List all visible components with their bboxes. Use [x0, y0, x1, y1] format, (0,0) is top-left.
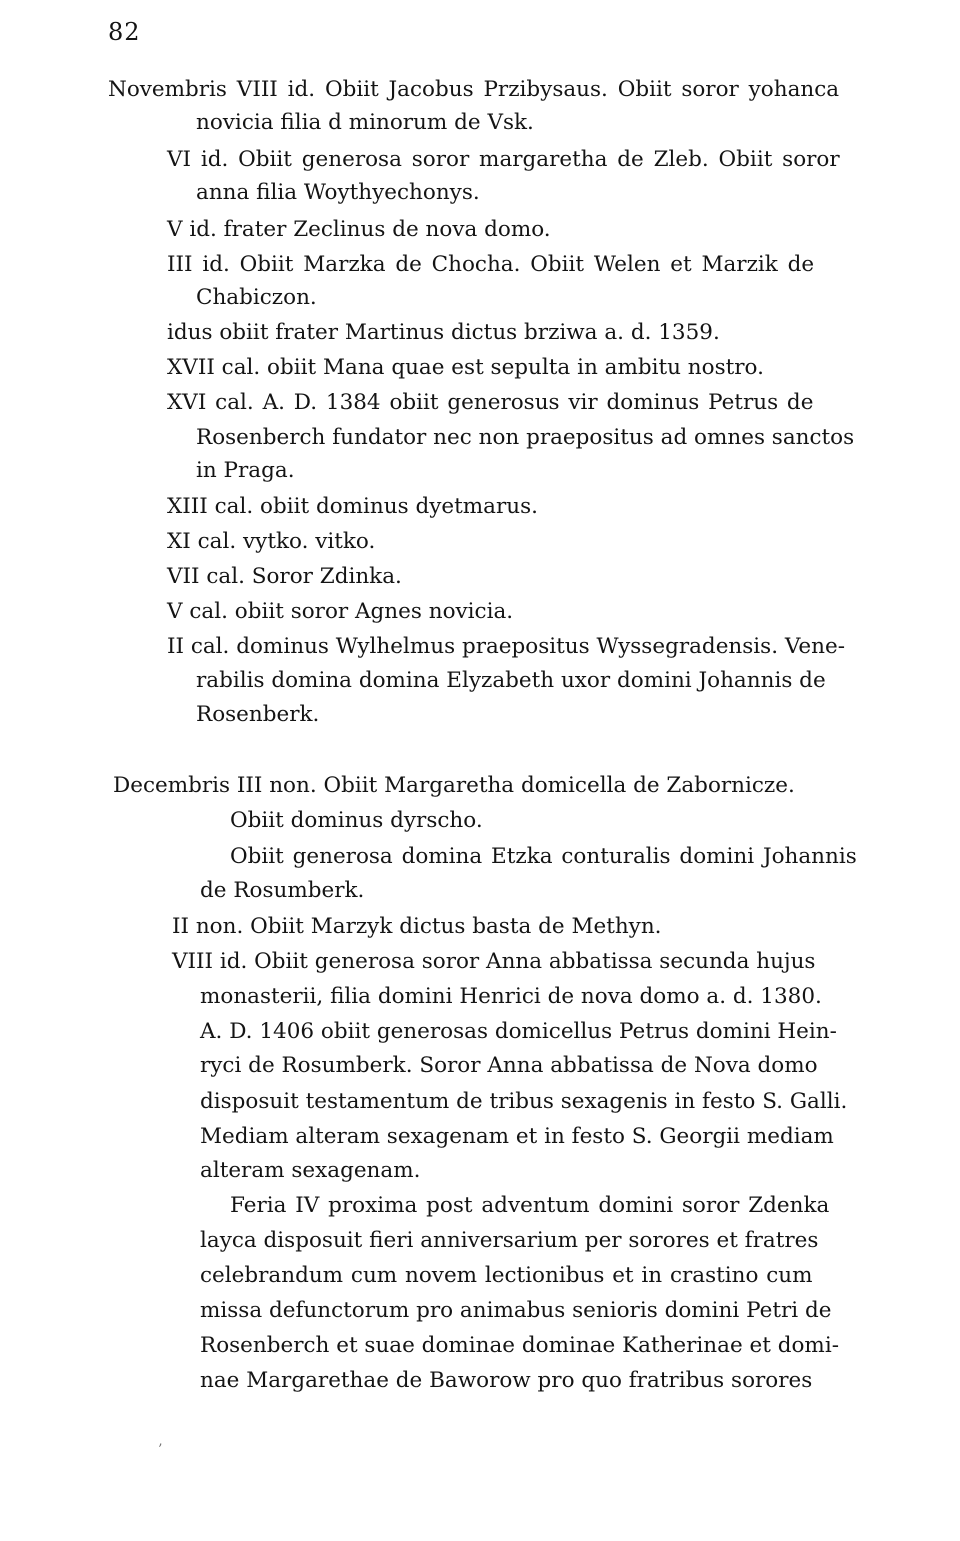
text-line: VI id. Obiit generosa soror margaretha de Zleb. Obiit soror — [167, 147, 840, 172]
text-line: nae Margarethae de Baworow pro quo fratribus sorores — [200, 1368, 813, 1393]
text-line: in Praga. — [196, 458, 295, 483]
text-line: V id. frater Zeclinus de nova domo. — [167, 217, 551, 242]
text-line: III id. Obiit Marzka de Chocha. Obiit Welen et Marzik de — [167, 252, 815, 277]
text-line: Mediam alteram sexagenam et in festo S. Georgii mediam — [200, 1124, 834, 1149]
text-line: Rosenberch et suae dominae dominae Katherinae et domi- — [200, 1333, 839, 1358]
text-line: layca disposuit fieri anniversarium per sorores et fratres — [200, 1228, 819, 1253]
scan-speck: ’ — [158, 1442, 163, 1458]
page-number: 82 — [108, 18, 141, 46]
text-line: idus obiit frater Martinus dictus brziwa a. d. 1359. — [167, 320, 720, 345]
text-line: Obiit dominus dyrscho. — [230, 808, 483, 833]
text-line: alteram sexagenam. — [200, 1158, 421, 1183]
text-line: II cal. dominus Wylhelmus praepositus Wyssegradensis. Vene- — [167, 634, 845, 659]
text-line: Feria IV proxima post adventum domini soror Zdenka — [230, 1193, 830, 1218]
text-line: ryci de Rosumberk. Soror Anna abbatissa de Nova domo — [200, 1053, 818, 1078]
text-line: A. D. 1406 obiit generosas domicellus Petrus domini Hein- — [200, 1019, 837, 1044]
text-line: XIII cal. obiit dominus dyetmarus. — [167, 494, 538, 519]
text-line: novicia filia d minorum de Vsk. — [196, 110, 534, 135]
text-line: V cal. obiit soror Agnes novicia. — [167, 599, 514, 624]
text-line: de Rosumberk. — [200, 878, 365, 903]
text-line: missa defunctorum pro animabus senioris domini Petri de — [200, 1298, 832, 1323]
text-line: Rosenberch fundator nec non praepositus ad omnes sanctos — [196, 425, 855, 450]
text-line: Obiit generosa domina Etzka conturalis domini Johannis — [230, 844, 857, 869]
text-line: XVII cal. obiit Mana quae est sepulta in ambitu nostro. — [167, 355, 764, 380]
text-line: Decembris III non. Obiit Margaretha domicella de Zabornicze. — [113, 773, 795, 798]
text-line: celebrandum cum novem lectionibus et in crastino cum — [200, 1263, 813, 1288]
text-line: anna filia Woythyechonys. — [196, 180, 480, 205]
text-line: VIII id. Obiit generosa soror Anna abbatissa secunda hujus — [172, 949, 816, 974]
text-line: VII cal. Soror Zdinka. — [167, 564, 402, 589]
text-line: XVI cal. A. D. 1384 obiit generosus vir dominus Petrus de — [167, 390, 814, 415]
text-line: Rosenberk. — [196, 702, 320, 727]
text-line: Novembris VIII id. Obiit Jacobus Przibysaus. Obiit soror yohanca — [108, 77, 840, 102]
text-line: disposuit testamentum de tribus sexagenis in festo S. Galli. — [200, 1089, 848, 1114]
text-line: II non. Obiit Marzyk dictus basta de Methyn. — [172, 914, 662, 939]
text-line: monasterii, filia domini Henrici de nova domo a. d. 1380. — [200, 984, 822, 1009]
text-line: rabilis domina domina Elyzabeth uxor domini Johannis de — [196, 668, 826, 693]
text-line: Chabiczon. — [196, 285, 317, 310]
text-line: XI cal. vytko. vitko. — [167, 529, 376, 554]
